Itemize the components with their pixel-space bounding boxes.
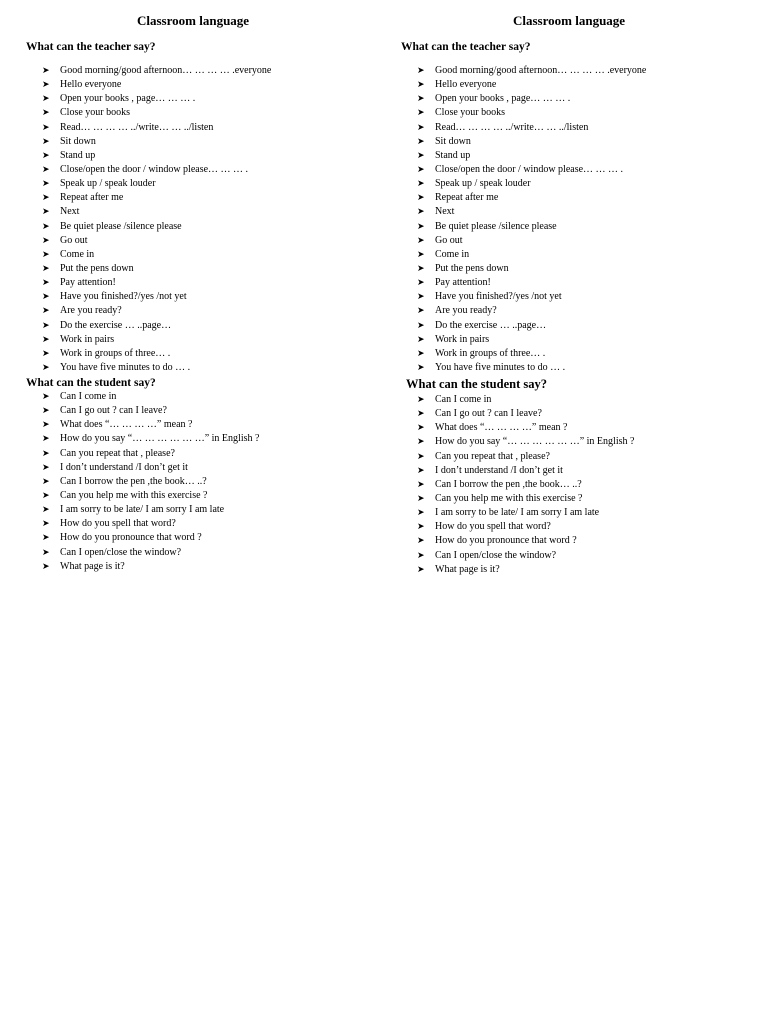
phrase-text: Read… … … … ../write… … ../listen bbox=[435, 121, 589, 133]
phrase-text: Speak up / speak louder bbox=[60, 178, 156, 190]
phrase-item bbox=[417, 534, 634, 548]
arrowhead-bullet-icon: ➤ bbox=[417, 150, 425, 161]
phrase-item bbox=[42, 78, 271, 92]
phrase-item bbox=[42, 503, 259, 517]
phrase-text: Close/open the door / window please… … … . bbox=[60, 163, 249, 175]
arrowhead-bullet-icon: ➤ bbox=[417, 193, 425, 204]
phrase-text: How do you say “… … … … … …” in English ? bbox=[60, 433, 260, 445]
phrase-item bbox=[42, 404, 259, 418]
phrase-text: What page is it? bbox=[60, 560, 125, 572]
phrase-text: How do you spell that word? bbox=[435, 521, 551, 533]
phrase-item bbox=[42, 418, 259, 432]
arrowhead-bullet-icon: ➤ bbox=[417, 108, 425, 119]
arrowhead-bullet-icon: ➤ bbox=[417, 334, 425, 345]
phrase-item bbox=[417, 506, 634, 520]
phrase-item bbox=[42, 262, 271, 276]
phrase-item bbox=[417, 163, 646, 177]
phrase-text: Speak up / speak louder bbox=[435, 178, 531, 190]
phrase-item bbox=[417, 135, 646, 149]
arrowhead-bullet-icon: ➤ bbox=[42, 306, 50, 317]
phrase-text: Put the pens down bbox=[435, 262, 509, 274]
phrase-item bbox=[42, 560, 259, 574]
phrase-item bbox=[417, 520, 634, 534]
arrowhead-bullet-icon: ➤ bbox=[42, 235, 50, 246]
phrase-text: Can you repeat that , please? bbox=[435, 450, 550, 462]
phrase-text: Come in bbox=[435, 248, 470, 260]
arrowhead-bullet-icon: ➤ bbox=[42, 207, 50, 218]
arrowhead-bullet-icon: ➤ bbox=[42, 122, 50, 133]
phrase-text: Next bbox=[60, 206, 80, 218]
arrowhead-bullet-icon: ➤ bbox=[417, 564, 425, 575]
phrase-text: Can you repeat that , please? bbox=[60, 447, 175, 459]
phrase-text: Good morning/good afternoon… … … … .everyone bbox=[60, 65, 272, 76]
arrowhead-bullet-icon: ➤ bbox=[42, 278, 50, 289]
phrase-text: Work in pairs bbox=[60, 333, 115, 345]
phrase-item bbox=[417, 64, 646, 78]
phrase-item bbox=[417, 393, 634, 407]
arrowhead-bullet-icon: ➤ bbox=[42, 249, 50, 260]
phrase-item bbox=[42, 106, 271, 120]
phrase-item bbox=[417, 407, 634, 421]
phrase-text: I don’t understand /I don’t get it bbox=[435, 464, 563, 476]
arrowhead-bullet-icon: ➤ bbox=[417, 395, 425, 405]
phrase-item bbox=[417, 304, 646, 318]
phrase-text: Have you finished?/yes /not yet bbox=[435, 291, 562, 303]
phrase-text: How do you pronounce that word ? bbox=[435, 535, 577, 547]
phrase-text: Come in bbox=[60, 248, 95, 260]
phrase-item bbox=[417, 347, 646, 361]
arrowhead-bullet-icon: ➤ bbox=[417, 493, 425, 504]
phrase-text: What does “… … … …” mean ? bbox=[435, 422, 568, 434]
arrowhead-bullet-icon: ➤ bbox=[417, 479, 425, 490]
phrase-item bbox=[42, 546, 259, 560]
phrase-text: Can I come in bbox=[435, 394, 492, 405]
phrase-text: Open your books , page… … … . bbox=[60, 93, 196, 105]
arrowhead-bullet-icon: ➤ bbox=[417, 207, 425, 218]
student-phrase-list bbox=[417, 393, 634, 577]
document-title: Classroom language bbox=[137, 13, 250, 28]
phrase-item bbox=[417, 177, 646, 191]
phrase-text: Be quiet please /silence please bbox=[60, 220, 182, 232]
phrase-text: Can I open/close the window? bbox=[435, 549, 557, 561]
phrase-text: Are you ready? bbox=[435, 305, 497, 317]
phrase-item bbox=[417, 549, 634, 563]
phrase-text: Close/open the door / window please… … … . bbox=[435, 163, 624, 175]
phrase-text: Do the exercise … ..page… bbox=[435, 319, 547, 331]
arrowhead-bullet-icon: ➤ bbox=[417, 136, 425, 147]
phrase-text: Stand up bbox=[435, 149, 471, 161]
arrowhead-bullet-icon: ➤ bbox=[42, 561, 50, 572]
arrowhead-bullet-icon: ➤ bbox=[42, 519, 50, 530]
phrase-text: Repeat after me bbox=[60, 192, 124, 204]
phrase-text: Can I go out ? can I leave? bbox=[435, 408, 542, 420]
phrase-item bbox=[417, 478, 634, 492]
phrase-item bbox=[42, 390, 259, 404]
phrase-text: Can I go out ? can I leave? bbox=[60, 405, 167, 417]
phrase-text: What does “… … … …” mean ? bbox=[60, 419, 193, 431]
phrase-item bbox=[417, 361, 646, 375]
phrase-item bbox=[42, 276, 271, 290]
phrase-text: Good morning/good afternoon… … … … .everyone bbox=[435, 65, 647, 76]
phrase-item bbox=[42, 447, 259, 461]
arrowhead-bullet-icon: ➤ bbox=[42, 434, 50, 445]
phrase-item bbox=[417, 421, 634, 435]
phrase-text: Can you help me with this exercise ? bbox=[60, 489, 208, 501]
phrase-text: How do you say “… … … … … …” in English ? bbox=[435, 436, 635, 448]
phrase-item bbox=[42, 220, 271, 234]
phrase-item bbox=[42, 177, 271, 191]
phrase-text: Put the pens down bbox=[60, 262, 134, 274]
arrowhead-bullet-icon: ➤ bbox=[42, 164, 50, 175]
phrase-text: Go out bbox=[435, 234, 463, 246]
phrase-item bbox=[42, 319, 271, 333]
arrowhead-bullet-icon: ➤ bbox=[42, 362, 50, 373]
arrowhead-bullet-icon: ➤ bbox=[417, 536, 425, 547]
phrase-item bbox=[417, 435, 634, 449]
arrowhead-bullet-icon: ➤ bbox=[42, 150, 50, 161]
phrase-item bbox=[42, 489, 259, 503]
phrase-item bbox=[42, 432, 259, 446]
phrase-text: Work in groups of three… . bbox=[60, 347, 171, 359]
arrowhead-bullet-icon: ➤ bbox=[417, 348, 425, 359]
arrowhead-bullet-icon: ➤ bbox=[42, 490, 50, 501]
arrowhead-bullet-icon: ➤ bbox=[417, 508, 425, 519]
phrase-text: Be quiet please /silence please bbox=[435, 220, 557, 232]
phrase-item bbox=[417, 492, 634, 506]
phrase-text: Can I come in bbox=[60, 391, 117, 402]
phrase-text: Close your books bbox=[60, 107, 130, 119]
phrase-item bbox=[417, 234, 646, 248]
phrase-item bbox=[417, 121, 646, 135]
teacher-section-heading: What can the teacher say? bbox=[26, 41, 156, 53]
phrase-item bbox=[42, 461, 259, 475]
phrase-text: Next bbox=[435, 206, 455, 218]
phrase-text: Have you finished?/yes /not yet bbox=[60, 291, 187, 303]
phrase-item bbox=[417, 191, 646, 205]
phrase-text: How do you spell that word? bbox=[60, 518, 176, 530]
phrase-item bbox=[42, 64, 271, 78]
phrase-item bbox=[42, 361, 271, 375]
arrowhead-bullet-icon: ➤ bbox=[42, 334, 50, 345]
arrowhead-bullet-icon: ➤ bbox=[417, 306, 425, 317]
phrase-text: Hello everyone bbox=[435, 79, 497, 91]
phrase-item bbox=[42, 121, 271, 135]
phrase-item bbox=[42, 248, 271, 262]
phrase-text: Can I borrow the pen ,the book… ..? bbox=[435, 478, 582, 490]
arrowhead-bullet-icon: ➤ bbox=[417, 409, 425, 420]
arrowhead-bullet-icon: ➤ bbox=[417, 292, 425, 303]
arrowhead-bullet-icon: ➤ bbox=[42, 448, 50, 459]
phrase-text: What page is it? bbox=[435, 563, 500, 575]
arrowhead-bullet-icon: ➤ bbox=[42, 392, 50, 402]
phrase-text: I am sorry to be late/ I am sorry I am late bbox=[435, 507, 600, 519]
phrase-text: Sit down bbox=[60, 135, 96, 147]
teacher-phrase-list bbox=[42, 64, 271, 375]
phrase-item bbox=[417, 464, 634, 478]
arrowhead-bullet-icon: ➤ bbox=[417, 423, 425, 434]
arrowhead-bullet-icon: ➤ bbox=[417, 550, 425, 561]
phrase-item bbox=[417, 92, 646, 106]
phrase-item bbox=[417, 333, 646, 347]
arrowhead-bullet-icon: ➤ bbox=[42, 476, 50, 487]
arrowhead-bullet-icon: ➤ bbox=[417, 278, 425, 289]
arrowhead-bullet-icon: ➤ bbox=[417, 437, 425, 448]
arrowhead-bullet-icon: ➤ bbox=[42, 406, 50, 417]
phrase-text: Pay attention! bbox=[60, 277, 116, 289]
phrase-text: How do you pronounce that word ? bbox=[60, 532, 202, 544]
phrase-item bbox=[42, 347, 271, 361]
phrase-item bbox=[42, 333, 271, 347]
phrase-text: I am sorry to be late/ I am sorry I am late bbox=[60, 504, 225, 516]
phrase-item bbox=[42, 92, 271, 106]
arrowhead-bullet-icon: ➤ bbox=[417, 66, 425, 76]
phrase-text: Read… … … … ../write… … ../listen bbox=[60, 121, 214, 133]
arrowhead-bullet-icon: ➤ bbox=[417, 122, 425, 133]
phrase-text: Can I borrow the pen ,the book… ..? bbox=[60, 475, 207, 487]
arrowhead-bullet-icon: ➤ bbox=[42, 221, 50, 232]
arrowhead-bullet-icon: ➤ bbox=[42, 136, 50, 147]
arrowhead-bullet-icon: ➤ bbox=[417, 80, 425, 91]
phrase-text: Work in groups of three… . bbox=[435, 347, 546, 359]
arrowhead-bullet-icon: ➤ bbox=[417, 465, 425, 476]
arrowhead-bullet-icon: ➤ bbox=[417, 249, 425, 260]
student-section-heading: What can the student say? bbox=[26, 377, 156, 389]
phrase-item bbox=[417, 220, 646, 234]
arrowhead-bullet-icon: ➤ bbox=[417, 235, 425, 246]
arrowhead-bullet-icon: ➤ bbox=[417, 522, 425, 533]
phrase-text: Repeat after me bbox=[435, 192, 499, 204]
student-section-heading: What can the student say? bbox=[406, 377, 547, 391]
phrase-item bbox=[417, 149, 646, 163]
phrase-item bbox=[417, 450, 634, 464]
phrase-text: You have five minutes to do … . bbox=[435, 361, 566, 373]
phrase-item bbox=[42, 475, 259, 489]
document-title: Classroom language bbox=[513, 13, 626, 28]
phrase-item bbox=[417, 276, 646, 290]
arrowhead-bullet-icon: ➤ bbox=[42, 292, 50, 303]
arrowhead-bullet-icon: ➤ bbox=[42, 179, 50, 190]
phrase-item bbox=[417, 248, 646, 262]
phrase-text: Do the exercise … ..page… bbox=[60, 319, 172, 331]
phrase-text: Open your books , page… … … . bbox=[435, 93, 571, 105]
phrase-text: Hello everyone bbox=[60, 79, 122, 91]
phrase-item bbox=[42, 517, 259, 531]
phrase-item bbox=[42, 149, 271, 163]
arrowhead-bullet-icon: ➤ bbox=[42, 263, 50, 274]
arrowhead-bullet-icon: ➤ bbox=[42, 320, 50, 331]
arrowhead-bullet-icon: ➤ bbox=[42, 462, 50, 473]
arrowhead-bullet-icon: ➤ bbox=[417, 320, 425, 331]
phrase-item bbox=[42, 531, 259, 545]
phrase-item bbox=[417, 106, 646, 120]
teacher-section-heading: What can the teacher say? bbox=[401, 41, 531, 53]
arrowhead-bullet-icon: ➤ bbox=[42, 193, 50, 204]
arrowhead-bullet-icon: ➤ bbox=[42, 533, 50, 544]
phrase-text: I don’t understand /I don’t get it bbox=[60, 461, 188, 473]
arrowhead-bullet-icon: ➤ bbox=[42, 505, 50, 516]
arrowhead-bullet-icon: ➤ bbox=[42, 108, 50, 119]
arrowhead-bullet-icon: ➤ bbox=[417, 362, 425, 373]
arrowhead-bullet-icon: ➤ bbox=[417, 164, 425, 175]
arrowhead-bullet-icon: ➤ bbox=[417, 221, 425, 232]
phrase-text: Close your books bbox=[435, 107, 505, 119]
arrowhead-bullet-icon: ➤ bbox=[42, 420, 50, 431]
arrowhead-bullet-icon: ➤ bbox=[417, 451, 425, 462]
arrowhead-bullet-icon: ➤ bbox=[42, 66, 50, 76]
phrase-text: Are you ready? bbox=[60, 305, 122, 317]
phrase-text: You have five minutes to do … . bbox=[60, 361, 191, 373]
phrase-item bbox=[417, 290, 646, 304]
phrase-item bbox=[42, 205, 271, 219]
arrowhead-bullet-icon: ➤ bbox=[42, 80, 50, 91]
phrase-item bbox=[42, 290, 271, 304]
arrowhead-bullet-icon: ➤ bbox=[42, 547, 50, 558]
phrase-item bbox=[42, 191, 271, 205]
arrowhead-bullet-icon: ➤ bbox=[417, 94, 425, 105]
phrase-item bbox=[42, 135, 271, 149]
student-phrase-list bbox=[42, 390, 259, 574]
arrowhead-bullet-icon: ➤ bbox=[42, 94, 50, 105]
phrase-text: Pay attention! bbox=[435, 277, 491, 289]
phrase-item bbox=[417, 205, 646, 219]
phrase-item bbox=[417, 563, 634, 577]
arrowhead-bullet-icon: ➤ bbox=[42, 348, 50, 359]
phrase-item bbox=[417, 319, 646, 333]
phrase-item bbox=[42, 234, 271, 248]
arrowhead-bullet-icon: ➤ bbox=[417, 263, 425, 274]
phrase-text: Work in pairs bbox=[435, 333, 490, 345]
phrase-text: Go out bbox=[60, 234, 88, 246]
teacher-phrase-list bbox=[417, 64, 646, 375]
phrase-text: Stand up bbox=[60, 149, 96, 161]
phrase-text: Sit down bbox=[435, 135, 471, 147]
phrase-item bbox=[42, 304, 271, 318]
phrase-text: Can I open/close the window? bbox=[60, 546, 182, 558]
phrase-item bbox=[42, 163, 271, 177]
phrase-text: Can you help me with this exercise ? bbox=[435, 492, 583, 504]
phrase-item bbox=[417, 78, 646, 92]
arrowhead-bullet-icon: ➤ bbox=[417, 179, 425, 190]
phrase-item bbox=[417, 262, 646, 276]
